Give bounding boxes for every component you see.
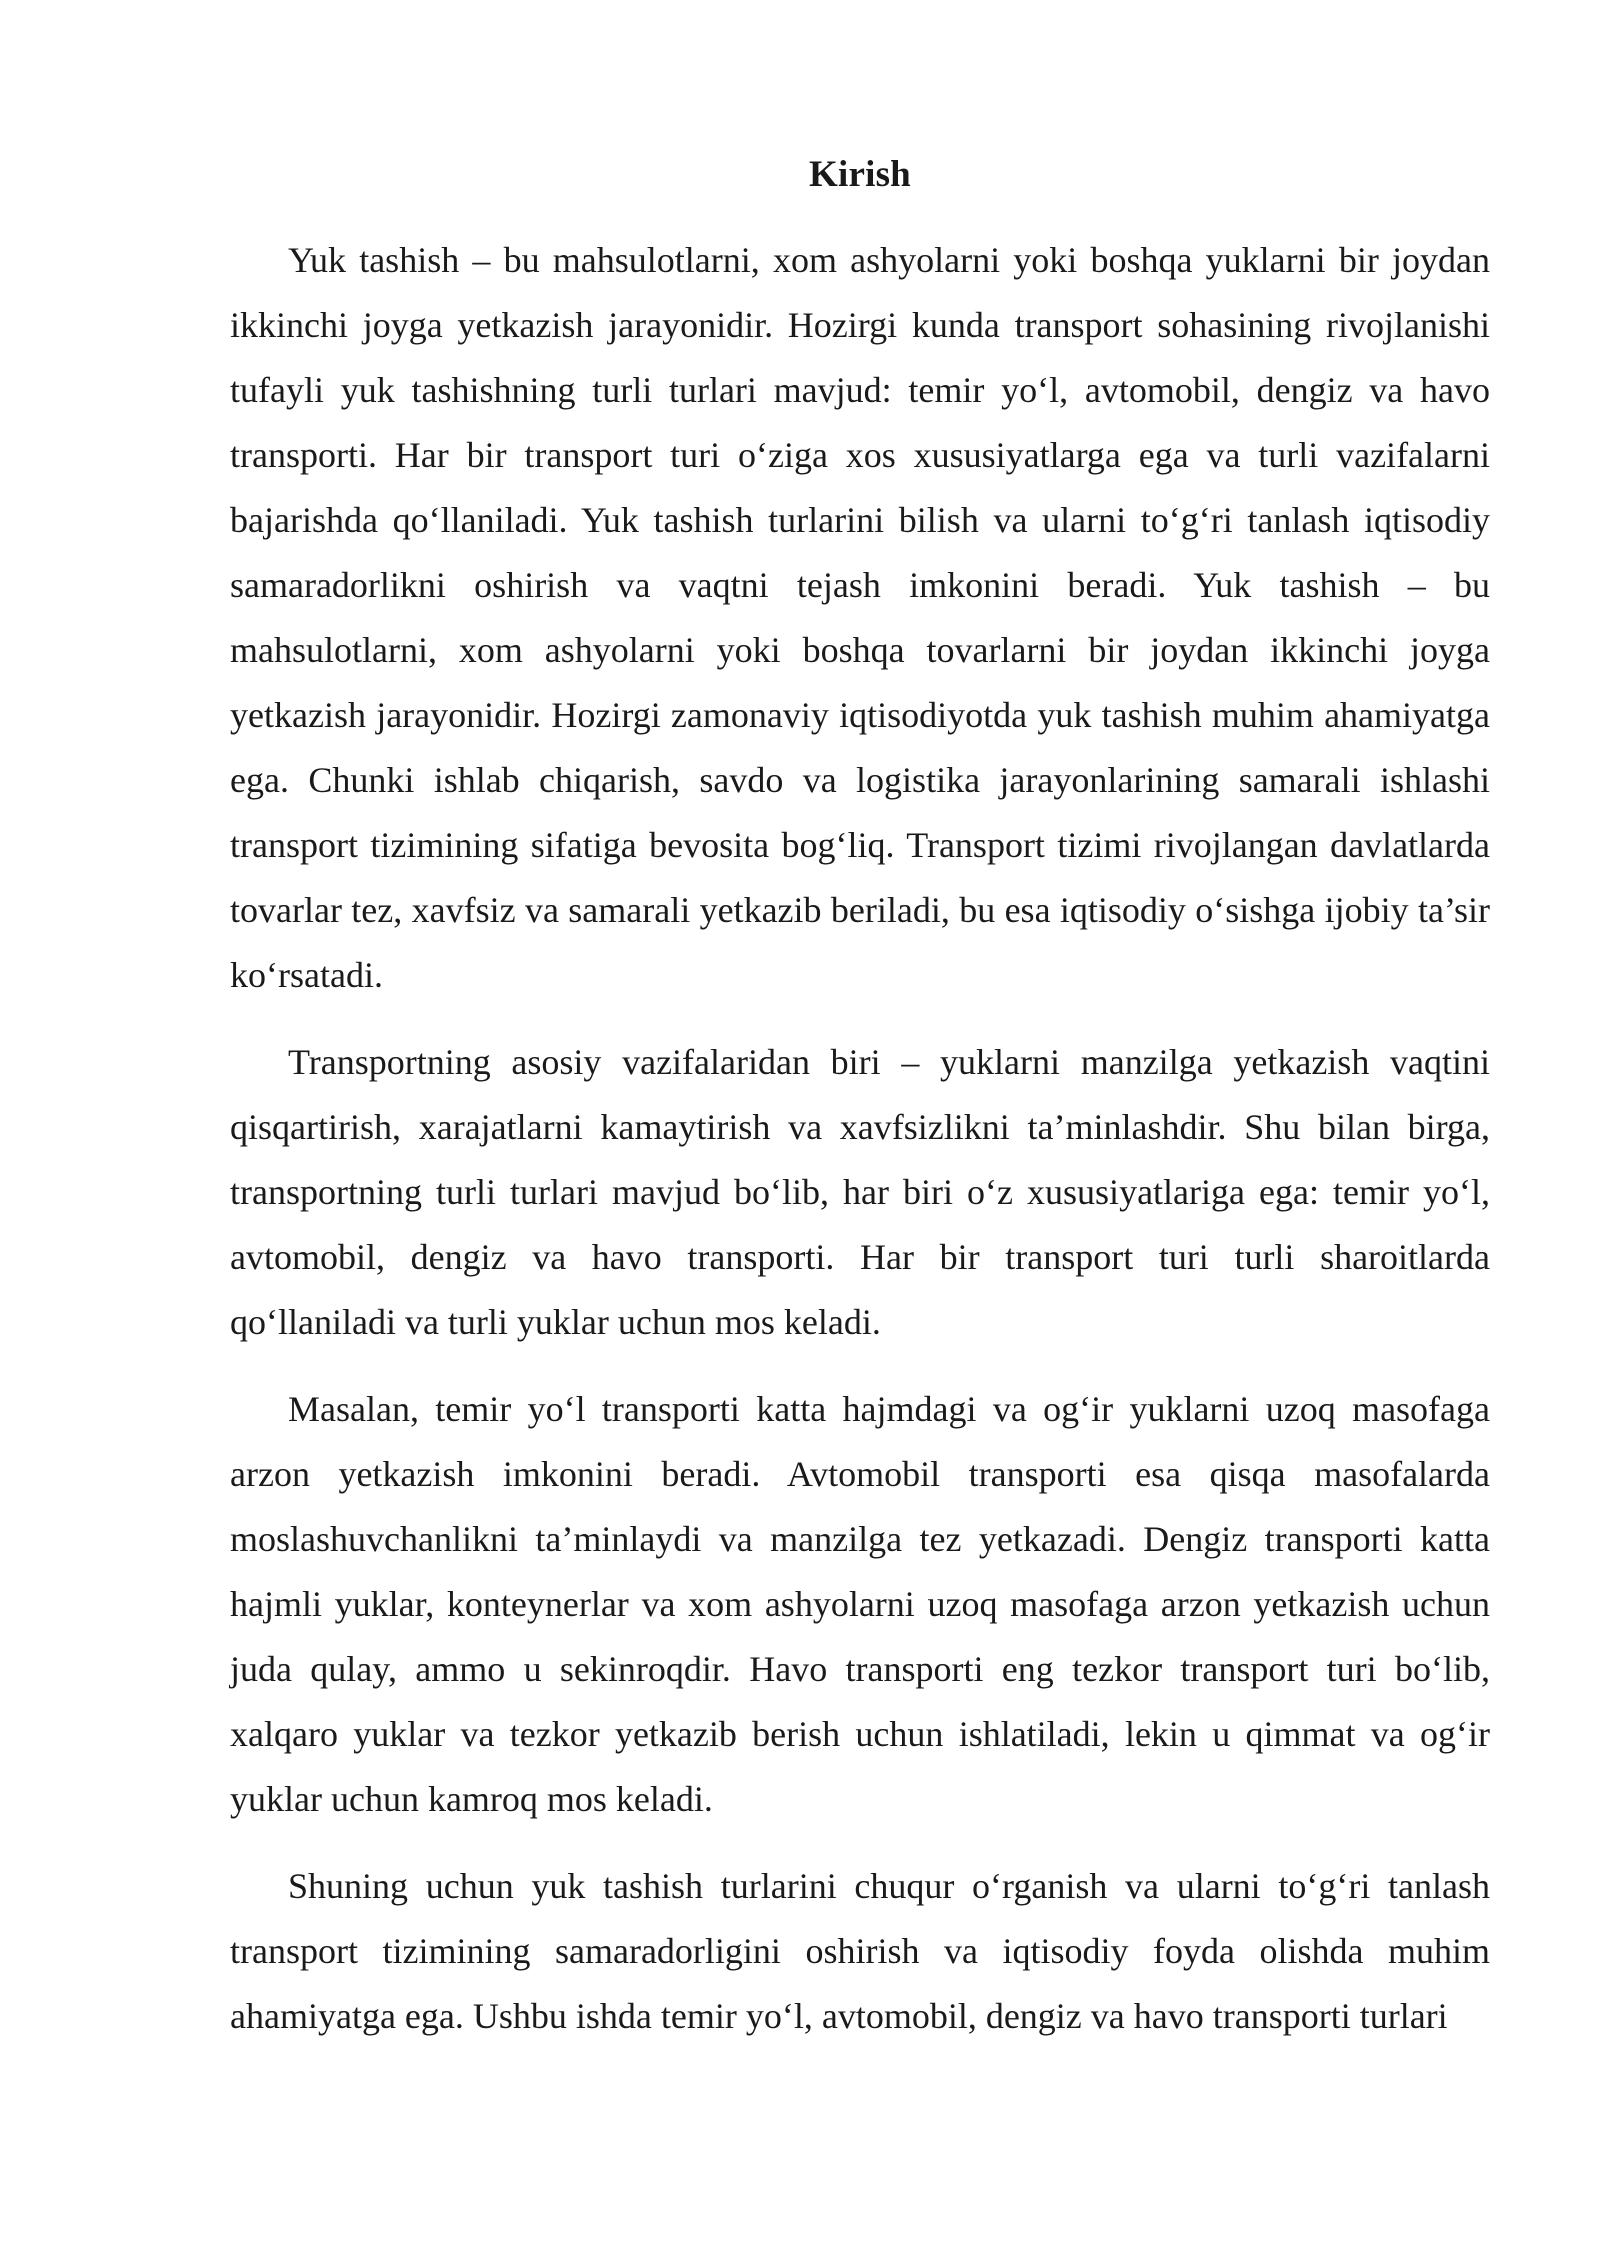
paragraph-4: Shuning uchun yuk tashish turlarini chuqur o‘rganish va ularni to‘g‘ri tanlash transport tizimining samaradorligini oshirish va iqtisodiy foyda olishda muhim ahamiyatga ega. Ushbu ishda temir yo‘l, avtomobil, dengiz va havo transporti turlari xyxy=(230,1866,1490,2036)
paragraph-1: Yuk tashish – bu mahsulotlarni, xom ashyolarni yoki boshqa yuklarni bir joydan ikkinchi joyga yetkazish jarayonidir. Hozirgi kunda transport sohasining rivojlanishi tufayli yuk tashishning turli turlari mavjud: temir yo‘l, avtomobil, dengiz va havo transporti. Har bir transport turi o‘ziga xos xususiyatlarga ega va turli vazifalarni bajarishda qo‘llaniladi. Yuk tashish turlarini bilish va ularni to‘g‘ri tanlash iqtisodiy samaradorlikni oshirish va vaqtni tejash imkonini beradi. Yuk tashish – bu mahsulotlarni, xom ashyolarni yoki boshqa tovarlarni bir joydan ikkinchi joyga yetkazish jarayonidir. Hozirgi zamonaviy iqtisodiyotda yuk tashish muhim ahamiyatga ega. Chunki ishlab chiqarish, savdo va logistika jarayonlarining samarali ishlashi transport tizimining sifatiga bevosita bog‘liq. Transport tizimi rivojlangan davlatlarda tovarlar tez, xavfsiz va samarali yetkazib beriladi, bu esa iqtisodiy o‘sishga ijobiy ta’sir ko‘rsatadi. xyxy=(230,240,1490,995)
page-content xyxy=(230,140,1490,2071)
paragraph-2: Transportning asosiy vazifalaridan biri – yuklarni manzilga yetkazish vaqtini qisqartirish, xarajatlarni kamaytirish va xavfsizlikni ta’minlashdir. Shu bilan birga, transportning turli turlari mavjud bo‘lib, har biri o‘z xususiyatlariga ega: temir yo‘l, avtomobil, dengiz va havo transporti. Har bir transport turi turli sharoitlarda qo‘llaniladi va turli yuklar uchun mos keladi. xyxy=(230,1042,1490,1342)
section-title: Kirish xyxy=(809,154,911,195)
paragraph-3: Masalan, temir yo‘l transporti katta hajmdagi va og‘ir yuklarni uzoq masofaga arzon yetkazish imkonini beradi. Avtomobil transporti esa qisqa masofalarda moslashuvchanlikni ta’minlaydi va manzilga tez yetkazadi. Dengiz transporti katta hajmli yuklar, konteynerlar va xom ashyolarni uzoq masofaga arzon yetkazish uchun juda qulay, ammo u sekinroqdir. Havo transporti eng tezkor transport turi bo‘lib, xalqaro yuklar va tezkor yetkazib berish uchun ishlatiladi, lekin u qimmat va og‘ir yuklar uchun kamroq mos keladi. xyxy=(230,1389,1490,1819)
